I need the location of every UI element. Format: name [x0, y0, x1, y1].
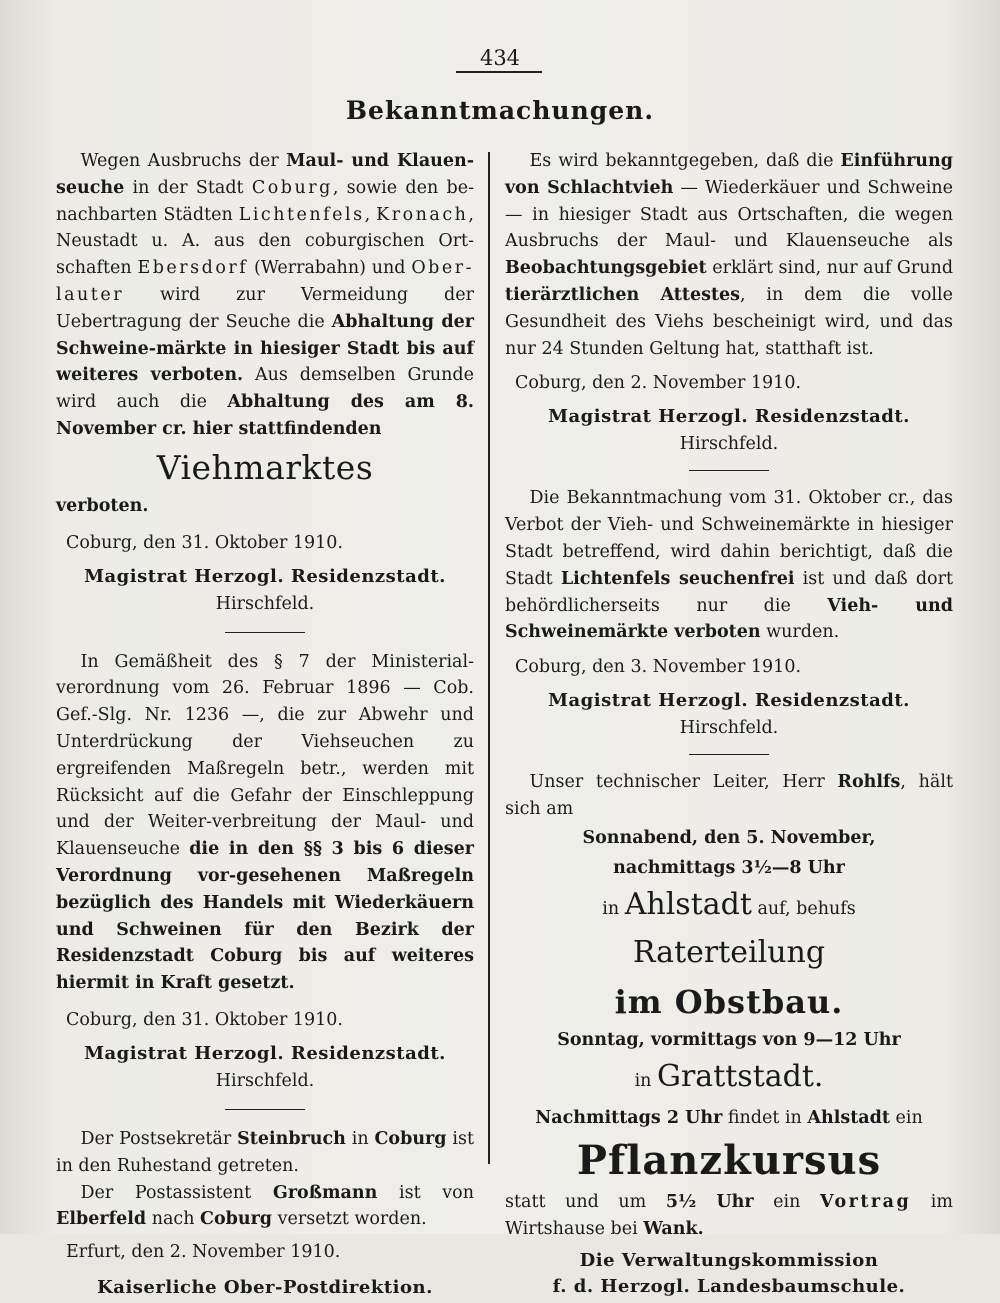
notice-date: Coburg, den 31. Oktober 1910. [66, 532, 343, 553]
notice-correction [505, 485, 953, 740]
page-number: 434 [479, 46, 521, 70]
schedule-afternoon: Nachmittags 2 Uhr findet in Ahlstadt ein [535, 1107, 923, 1128]
notice-text: Die Bekanntmachung vom 31. Oktober cr., das Verbot der Vieh- und Schweinemärkte in hiesiger Stadt betreffend, wird dahin berichtigt, daß die Stadt Lichtenfels seuchenfrei ist und daß dort behördlicherseits nur die Vieh- und Schweinemärkte verboten wurden. [505, 488, 953, 643]
notice-text: Der Postsekretär Steinbruch in Coburg ist in den Ruhestand getreten. [56, 1128, 474, 1176]
schedule-saturday-time: nachmittags 3½—8 Uhr [613, 857, 845, 878]
notice-signature-line2: f. d. Herzogl. Landesbaumschule. [552, 1276, 906, 1298]
left-column [56, 148, 474, 1303]
notice-signatory: Hirschfeld. [679, 434, 779, 455]
notice-text: Unser technischer Leiter, Herr Rohlfs, hält sich am [505, 772, 953, 819]
separator [689, 470, 769, 471]
schedule-saturday: Sonnabend, den 5. November, [582, 827, 876, 848]
notice-text: Wegen Ausbruchs der Maul- und Klauen-seuche in der Stadt Coburg, sowie den be-nachbarten Städten Lichtenfels, Kronach, Neustadt u. A. aus den coburgischen Ort-schaften Ebersdorf (Werrabahn) und Ober-lauter wird zur Vermeidung der Uebertragung der Seuche die Abhaltung der Schweine-märkte in hiesiger Stadt bis auf weiteres verboten. Aus demselben Grunde wird auch die Abhaltung des am 8. November cr. hier stattfindenden [56, 151, 475, 439]
headline-obstbau: im Obstbau. [614, 982, 844, 1021]
notice-signatory: Hirschfeld. [215, 1070, 315, 1091]
notice-slaughter-cattle [505, 148, 953, 456]
notice-signature: Magistrat Herzogl. Residenzstadt. [84, 1042, 446, 1064]
separator [225, 632, 305, 633]
right-column [505, 148, 953, 1300]
notice-text-end: verboten. [56, 495, 149, 516]
page-number-rule [456, 71, 542, 73]
schedule-ahlstadt: in Ahlstadt auf, behufs Raterteilung [602, 886, 856, 970]
schedule-sunday: Sonntag, vormittags von 9—12 Uhr [557, 1029, 901, 1050]
notice-text: In Gemäßheit des § 7 der Ministerial-verordnung vom 26. Februar 1896 — Cob. Gef.-Slg. Nr. 1236 —, die zur Abwehr und Unterdrückung der Viehseuchen zu ergreifenden Maßregeln betr., werden mit Rücksicht auf die Gefahr der Einschleppung und der Weiter-verbreitung der Maul- und Klauenseuche die in den §§ 3 bis 6 dieser Verordnung vor-gesehenen Maßregeln bezüglich des Handels mit Wiederkäuern und Schweinen für den Bezirk der Residenzstadt Coburg bis auf weiteres hiermit in Kraft gesetzt. [56, 651, 474, 994]
notice-text: Der Postassistent Großmann ist von Elberfeld nach Coburg versetzt worden. [56, 1182, 474, 1230]
notice-text: Es wird bekanntgegeben, daß die Einführung von Schlachtvieh — Wiederkäuer und Schweine — in hiesiger Stadt aus Ortschaften, die wegen Ausbruchs der Maul- und Klauenseuche als Beobachtungsgebiet erklärt sind, nur auf Grund tierärztlichen Attestes, in dem die volle Gesundheit des Viehs bescheinigt wird, und das nur 24 Stunden Geltung hat, statthaft ist. [505, 151, 954, 359]
separator [225, 1109, 305, 1110]
notice-date: Coburg, den 31. Oktober 1910. [66, 1009, 343, 1030]
notice-date: Erfurt, den 2. November 1910. [66, 1242, 341, 1263]
notice-signatory: Hirschfeld. [679, 718, 779, 739]
notice-signature: Die Verwaltungskommission [579, 1250, 879, 1272]
notice-signatory: Hirschfeld. [215, 593, 315, 614]
notice-headline: Viehmarktes [156, 447, 374, 487]
notice-market-ban [56, 148, 474, 616]
notice-post-office [56, 1126, 474, 1303]
notice-fruit-consultation [505, 769, 953, 1300]
notice-date: Coburg, den 3. November 1910. [515, 657, 802, 678]
notice-signature: Magistrat Herzogl. Residenzstadt. [548, 690, 910, 712]
notice-regulations [56, 649, 474, 1093]
separator [689, 754, 769, 755]
page-heading: Bekanntmachungen. [345, 96, 655, 125]
schedule-grattstadt: in Grattstadt. [634, 1058, 824, 1094]
headline-pflanzkursus: Pflanzkursus [576, 1136, 882, 1184]
notice-signature: Magistrat Herzogl. Residenzstadt. [548, 406, 910, 428]
column-divider [488, 152, 490, 1164]
notice-signature: Magistrat Herzogl. Residenzstadt. [84, 565, 446, 587]
notice-text: statt und um 5½ Uhr ein Vortrag im Wirtshause bei Wank. [505, 1191, 953, 1239]
notice-signature: Kaiserliche Ober-Postdirektion. [97, 1277, 433, 1299]
notice-date: Coburg, den 2. November 1910. [515, 373, 802, 394]
